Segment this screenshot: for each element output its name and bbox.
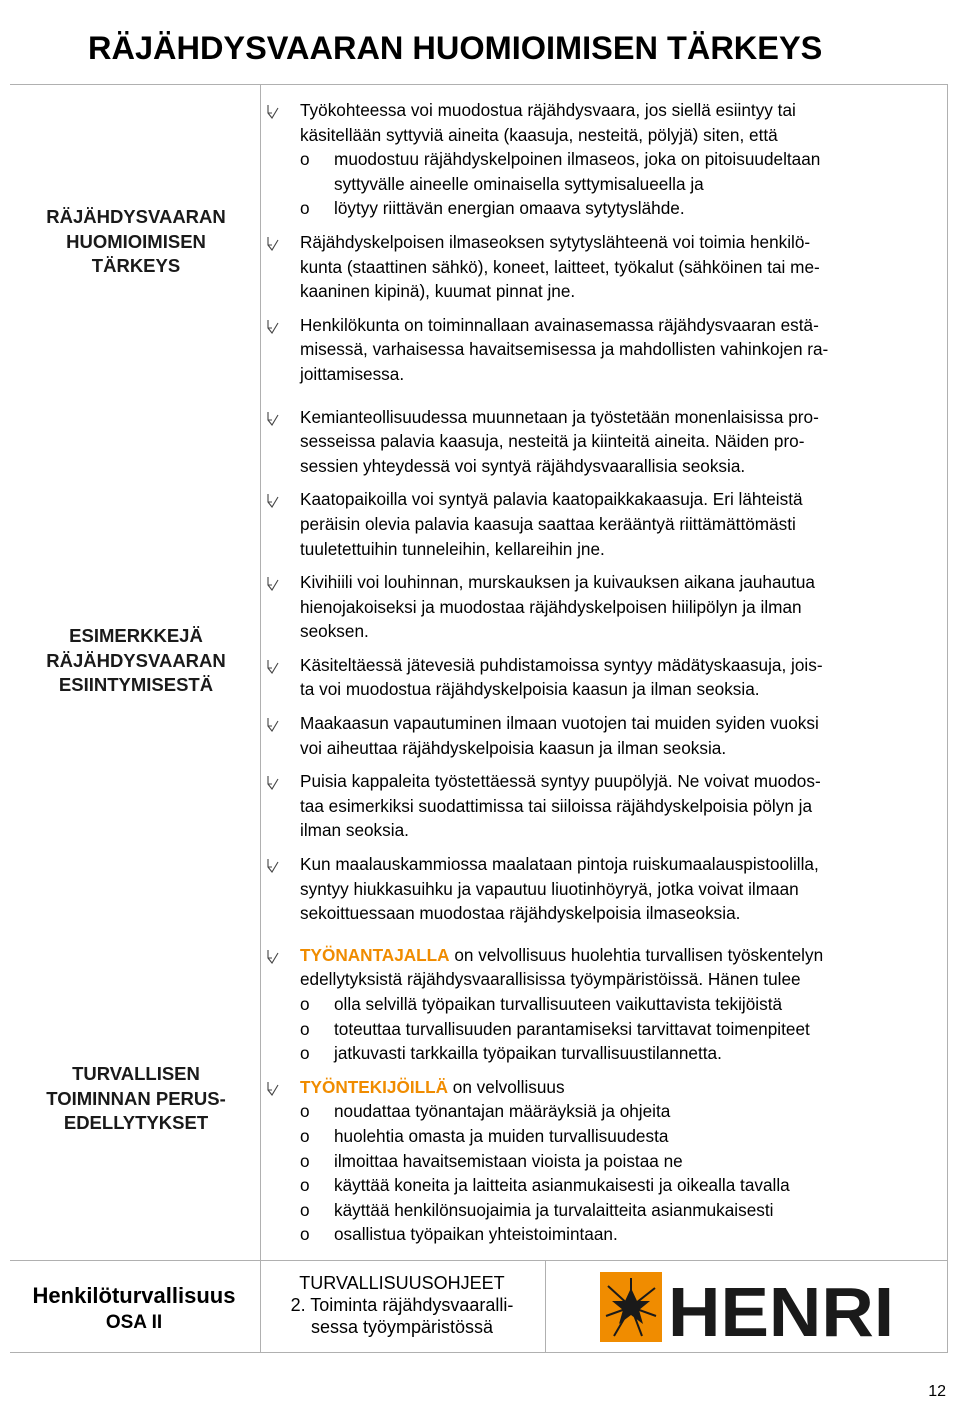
sub-marker: o <box>300 1150 310 1171</box>
item-line: voi aiheuttaa räjähdyskelpoisia kaasun ja ilman seoksia. <box>300 737 727 758</box>
sub-item <box>300 1041 952 1066</box>
sidebar-line: RÄJÄHDYSVAARAN <box>46 649 226 671</box>
sub-item <box>300 1198 952 1223</box>
sub-marker: o <box>300 994 310 1014</box>
page-number: 12 <box>928 1383 946 1400</box>
list-item <box>262 405 952 479</box>
footer-part: OSA II <box>105 1312 163 1333</box>
sub-item <box>300 1222 952 1247</box>
item-line: Maakaasun vapautuminen ilmaan vuotojen tai muiden syiden vuoksi <box>300 713 819 734</box>
sidebar-line: ESIMERKKEJÄ <box>69 625 203 646</box>
item-text: on velvollisuus huolehtia turvallisen työskentelyn <box>449 944 824 965</box>
sidebar-line: TOIMINNAN PERUS- <box>46 1087 226 1109</box>
item-line: jatkuvasti tarkkailla työpaikan turvallisuustilannetta. <box>334 1043 722 1064</box>
sub-item <box>300 1017 952 1042</box>
footer-line: sessa työympäristössä <box>310 1317 494 1337</box>
footer-document-title <box>10 1282 258 1336</box>
sidebar-heading-importance <box>22 205 250 279</box>
sub-marker: o <box>300 198 310 219</box>
sidebar-line: TÄRKEYS <box>91 255 181 276</box>
main-content <box>262 98 952 1247</box>
item-line: ilmoittaa havaitsemistaan vioista ja poistaa ne <box>334 1150 683 1171</box>
sidebar-line: ESIINTYMISESTÄ <box>58 674 214 695</box>
sidebar-line: RÄJÄHDYSVAARAN <box>46 206 226 227</box>
item-line: sekoittuessaan muodostaa räjähdyskelpoisia ilmaseoksia. <box>300 903 741 924</box>
item-line: seoksen. <box>300 621 369 642</box>
logo-wordmark: HENRI <box>668 1273 894 1346</box>
sidebar-line: EDELLYTYKSET <box>63 1112 209 1133</box>
item-line: Työkohteessa voi muodostua räjähdysvaara, jos siellä esiintyy tai <box>300 100 796 120</box>
sidebar-divider <box>260 84 261 1352</box>
item-line: muodostuu räjähdyskelpoinen ilmaseos, joka on pitoisuudeltaan <box>334 149 821 170</box>
sub-marker: o <box>300 1043 310 1064</box>
check-bullet-icon <box>266 410 280 427</box>
sidebar-heading-examples <box>22 624 250 698</box>
henri-logo <box>598 1268 898 1346</box>
item-line: käyttää koneita ja laitteita asianmukaisesti ja oikealla tavalla <box>334 1175 790 1196</box>
sub-item <box>300 1173 952 1198</box>
check-bullet-icon <box>266 492 280 509</box>
check-bullet-icon <box>266 948 280 965</box>
list-item <box>262 230 952 304</box>
item-line: misessä, varhaisessa havaitsemisessa ja mahdollisten vahinkojen ra- <box>300 339 829 360</box>
item-line: huolehtia omasta ja muiden turvallisuudesta <box>334 1125 669 1146</box>
item-line: Kivihiili voi louhinnan, murskauksen ja kuivauksen aikana jauhautua <box>300 572 815 593</box>
item-line: taa esimerkiksi suodattimissa tai siiloissa räjähdyskelpoisia pölyn ja <box>300 795 813 816</box>
list-item <box>262 653 952 702</box>
item-line: osallistua työpaikan yhteistoimintaan. <box>334 1224 618 1245</box>
item-line: Kun maalauskammiossa maalataan pintoja ruiskumaalauspistoolilla, <box>300 854 819 875</box>
item-line: hienojakoiseksi ja muodostaa räjähdyskelpoisen hiilipölyn ja ilman <box>300 596 802 617</box>
sidebar-line: HUOMIOIMISEN <box>66 230 206 252</box>
item-line: löytyy riittävän energian omaava sytytyslähde. <box>334 198 685 219</box>
page-title: RÄJÄHDYSVAARAN HUOMIOIMISEN TÄRKEYS <box>88 30 823 66</box>
item-line: Kaatopaikoilla voi syntyä palavia kaatopaikkakaasuja. Eri lähteistä <box>300 489 803 510</box>
check-bullet-icon <box>266 575 280 592</box>
list-item <box>262 852 952 926</box>
item-line: Räjähdyskelpoisen ilmaseoksen sytytyslähteenä voi toimia henkilö- <box>300 231 811 252</box>
sub-marker: o <box>300 1018 310 1039</box>
footer-line: 2. Toiminta räjähdysvaaralli- <box>290 1295 514 1315</box>
sub-marker: o <box>300 1199 310 1220</box>
item-line: ilman seoksia. <box>300 820 409 841</box>
item-line <box>300 943 952 968</box>
item-line: noudattaa työnantajan määräyksiä ja ohjeita <box>334 1101 671 1122</box>
sidebar-heading-prerequisites <box>22 1062 250 1136</box>
item-text: on velvollisuus <box>448 1076 565 1097</box>
sub-item <box>300 1149 952 1174</box>
item-line: käyttää henkilönsuojaimia ja turvalaitteita asianmukaisesti <box>334 1199 774 1220</box>
footer-line: TURVALLISUUSOHJEET <box>299 1273 505 1293</box>
sidebar-line: TURVALLISEN <box>72 1063 200 1084</box>
check-bullet-icon <box>266 774 280 791</box>
item-line: Kemianteollisuudessa muunnetaan ja työstetään monenlaisissa pro- <box>300 406 819 427</box>
list-item <box>262 98 952 221</box>
item-line: olla selvillä työpaikan turvallisuuteen vaikuttavista tekijöistä <box>334 994 783 1014</box>
examples-list <box>262 405 952 926</box>
sub-marker: o <box>300 149 310 170</box>
check-bullet-icon <box>266 857 280 874</box>
item-line: syttyvälle aineelle ominaisella syttymisalueella ja <box>334 173 704 194</box>
item-line: Puisia kappaleita työstettäessä syntyy puupölyjä. Ne voivat muodos- <box>300 771 821 792</box>
item-line: syntyy hiukkasuihku ja vapautuu liuotinhöyryä, jotka voivat ilmaan <box>300 878 799 899</box>
item-line: tuuletettuihin tunneleihin, kellareihin jne. <box>300 538 605 559</box>
sub-marker: o <box>300 1224 310 1245</box>
sub-marker: o <box>300 1101 310 1122</box>
employer-duties <box>262 943 952 1066</box>
sub-item <box>300 1099 952 1124</box>
employee-duties <box>262 1075 952 1247</box>
check-bullet-icon <box>266 716 280 733</box>
list-item <box>262 313 952 387</box>
item-line <box>300 1075 952 1100</box>
check-bullet-icon <box>266 103 280 120</box>
item-line: peräisin olevia palavia kaasuja saattaa kerääntyä riittämättömästi <box>300 513 796 534</box>
item-line: kunta (staattinen sähkö), koneet, laitteet, työkalut (sähköinen tai me- <box>300 256 820 277</box>
footer-section-title <box>264 1272 540 1338</box>
list-item <box>262 711 952 760</box>
sub-item <box>300 196 952 221</box>
list-item <box>262 570 952 644</box>
list-item <box>262 487 952 561</box>
item-line: sessien yhteydessä voi syntyä räjähdysvaarallisia seoksia. <box>300 455 746 476</box>
employee-highlight: TYÖNTEKIJÖILLÄ <box>300 1076 449 1097</box>
list-item <box>262 769 952 843</box>
footer-bottom-rule <box>10 1352 948 1353</box>
item-line: joittamisessa. <box>300 363 405 384</box>
footer-title: Henkilöturvallisuus <box>32 1283 236 1308</box>
item-line: edellytyksistä räjähdysvaarallisissa työympäristöissä. Hänen tulee <box>300 969 801 990</box>
item-line: Käsiteltäessä jätevesiä puhdistamoissa syntyy mädätyskaasuja, jois- <box>300 654 823 675</box>
item-line: toteuttaa turvallisuuden parantamiseksi tarvittavat toimenpiteet <box>334 1018 810 1039</box>
footer-top-rule <box>10 1260 948 1261</box>
item-line: käsitellään syttyviä aineita (kaasuja, nesteitä, pölyjä) siten, että <box>300 124 778 145</box>
check-bullet-icon <box>266 658 280 675</box>
top-rule <box>10 84 948 85</box>
check-bullet-icon <box>266 235 280 252</box>
sub-item <box>300 1124 952 1149</box>
item-line: Henkilökunta on toiminnallaan avainasemassa räjähdysvaaran estä- <box>300 314 819 335</box>
footer-divider-right <box>545 1260 546 1352</box>
check-bullet-icon <box>266 318 280 335</box>
item-line: sesseissa palavia kaasuja, nesteitä ja kiinteitä aineita. Näiden pro- <box>300 431 805 452</box>
sub-item <box>300 147 952 196</box>
item-line: ta voi muodostua räjähdyskelpoisia kaasun ja ilman seoksia. <box>300 679 760 700</box>
sub-marker: o <box>300 1175 310 1196</box>
item-line: kaaninen kipinä), kuumat pinnat jne. <box>300 281 576 302</box>
employer-highlight: TYÖNANTAJALLA <box>300 944 450 965</box>
sub-marker: o <box>300 1125 310 1146</box>
sub-item <box>300 992 952 1017</box>
check-bullet-icon <box>266 1080 280 1097</box>
